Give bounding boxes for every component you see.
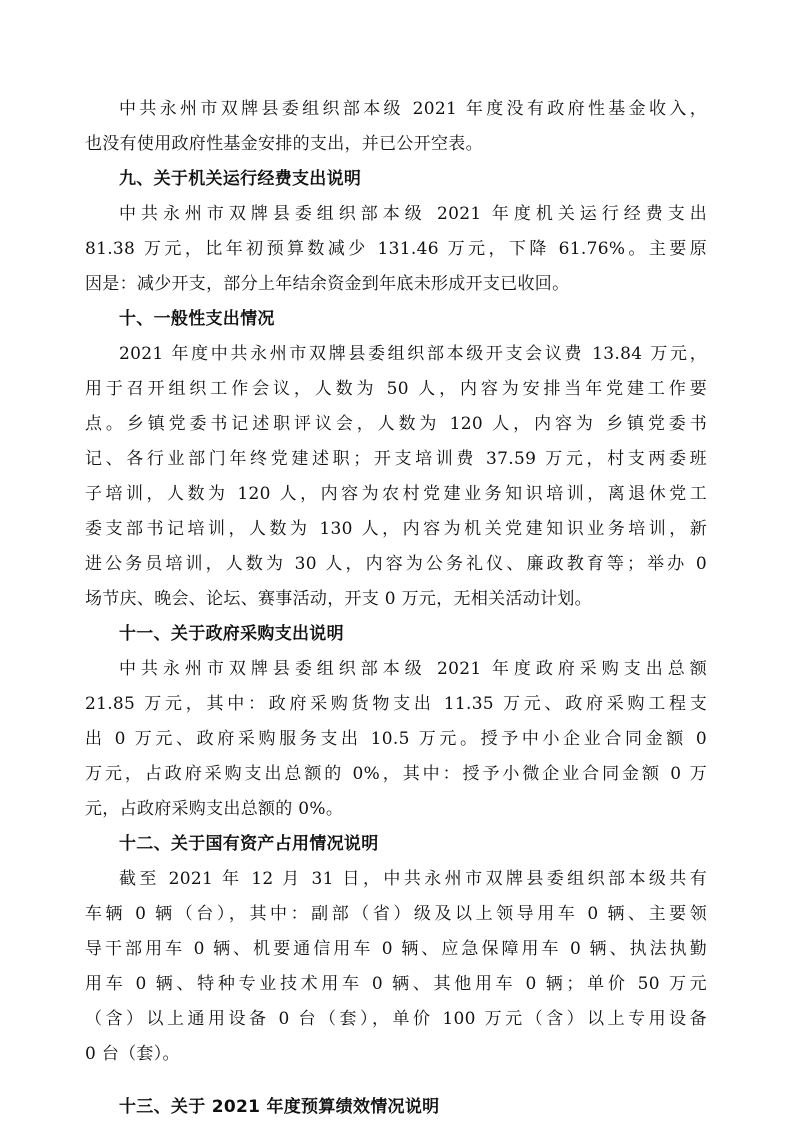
section-heading-11: 十一、关于政府采购支出说明 [119,624,344,644]
paragraph-general-expenses [85,337,707,617]
text-line: 委支部书记培训，人数为 130 人，内容为机关党建知识业务培训，新 [85,519,707,539]
text-line: 也没有使用政府性基金安排的支出，并已公开空表。 [85,134,483,154]
text-line: 进公务员培训，人数为 30 人，内容为公务礼仪、廉政教育等；举办 0 [85,554,707,574]
text-line: （含）以上通用设备 0 台（套），单价 100 万元（含）以上专用设备 [85,1009,707,1029]
text-line: 场节庆、晚会、论坛、赛事活动，开支 0 万元，无相关活动计划。 [85,589,592,609]
section-heading-12: 十二、关于国有资产占用情况说明 [119,834,379,854]
text-line: 中共永州市双牌县委组织部本级 2021 年度政府采购支出总额 [119,659,707,679]
text-line: 截至 2021 年 12 月 31 日，中共永州市双牌县委组织部本级共有 [119,869,707,889]
text-line: 车辆 0 辆（台），其中：副部（省）级及以上领导用车 0 辆、主要领 [85,904,707,924]
paragraph-government-fund [85,92,707,162]
text-line: 0 台（套）。 [85,1044,180,1064]
section-heading-13: 十三、关于 2021 年度预算绩效情况说明 [119,1097,440,1117]
paragraph-state-assets [85,862,707,1072]
text-line: 用车 0 辆、特种专业技术用车 0 辆、其他用车 0 辆；单价 50 万元 [85,974,707,994]
text-line: 出 0 万元、政府采购服务支出 10.5 万元。授予中小企业合同金额 0 [85,729,707,749]
text-line: 中共永州市双牌县委组织部本级 2021 年度机关运行经费支出 [119,204,707,224]
text-line: 中共永州市双牌县委组织部本级 2021 年度没有政府性基金收入， [119,99,707,119]
text-line: 元，占政府采购支出总额的 0%。 [85,799,344,819]
text-line: 导干部用车 0 辆、机要通信用车 0 辆、应急保障用车 0 辆、执法执勤 [85,939,707,959]
text-line: 万元，占政府采购支出总额的 0%，其中：授予小微企业合同金额 0 万 [85,764,707,784]
text-line: 用于召开组织工作会议，人数为 50 人，内容为安排当年党建工作要 [85,379,707,399]
paragraph-procurement [85,652,707,827]
text-line: 21.85 万元，其中：政府采购货物支出 11.35 万元、政府采购工程支 [85,694,707,714]
spacer [85,1072,707,1090]
section-heading-9: 九、关于机关运行经费支出说明 [119,169,362,189]
paragraph-operating-expenses [85,197,707,302]
text-line: 子培训，人数为 120 人，内容为农村党建业务知识培训，离退休党工 [85,484,707,504]
text-line: 点。乡镇党委书记述职评议会，人数为 120 人，内容为 乡镇党委书 [85,414,707,434]
text-line: 2021 年度中共永州市双牌县委组织部本级开支会议费 13.84 万元， [119,344,707,364]
text-line: 记、各行业部门年终党建述职；开支培训费 37.59 万元，村支两委班 [85,449,707,469]
text-line: 因是：减少开支，部分上年结余资金到年底未形成开支已收回。 [85,274,570,294]
section-heading-10: 十、一般性支出情况 [119,309,275,329]
text-line: 81.38 万元，比年初预算数减少 131.46 万元，下降 61.76%。主要原 [85,239,707,259]
document-body [85,92,707,1125]
